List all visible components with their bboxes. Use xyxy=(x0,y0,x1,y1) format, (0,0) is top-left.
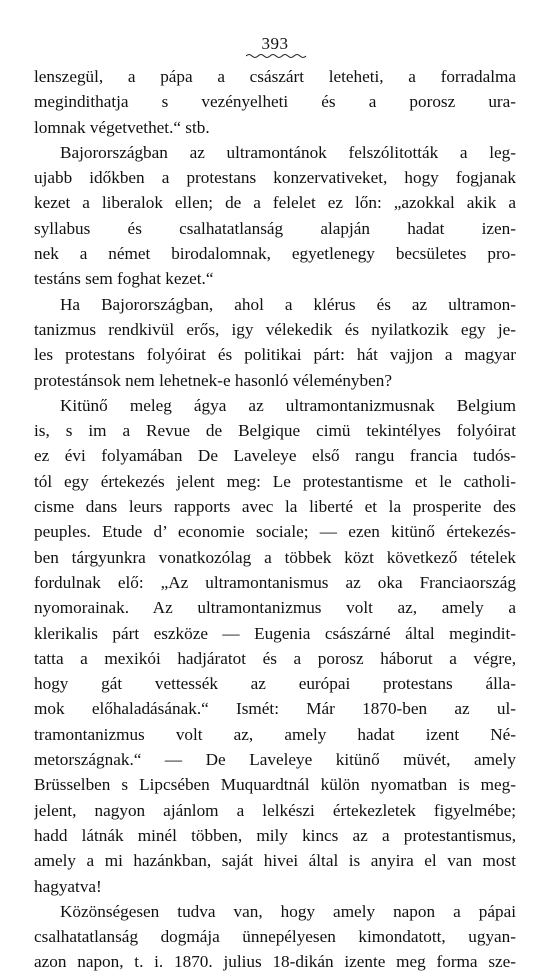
text-line: jelent, nagyon ajánlom a lelkészi értekezletek figyelmébe; xyxy=(34,800,516,820)
text-line: mok előhaladásának.“ Ismét: Már 1870-ben az ul- xyxy=(34,699,516,719)
body-text xyxy=(34,64,516,975)
text-line: lomnak végetvethet.“ stb. xyxy=(34,117,210,137)
text-line: amely a mi hazánkban, saját hivei által is anyira el van most xyxy=(34,851,516,871)
text-line: klerikalis párt eszköze — Eugenia császárné által megindit- xyxy=(34,623,516,643)
text-line: cisme dans leurs rapports avec la liberté et la prosperite des xyxy=(34,497,516,517)
text-line: hagyatva! xyxy=(34,876,102,896)
text-line: kezet a liberalok ellen; de a felelet ez lőn: „azokkal akik a xyxy=(34,193,516,213)
text-line: hadd látnák minél többen, mily kincs az a protestantismus, xyxy=(34,825,516,845)
text-line: Brüsselben s Lipcsében Muquardtnál külön nyomatban is meg- xyxy=(34,775,516,795)
text-line: ez évi folyamában De Laveleye első rangu francia tudós- xyxy=(34,446,516,466)
text-line: peuples. Etude d’ economie sociale; — ezen kitünő értekezés- xyxy=(34,522,516,542)
text-line: protestánsok nem lehetnek-e hasonló véleményben? xyxy=(34,370,392,390)
text-line: tanizmus rendkivül erős, igy vélekedik és nyilatkozik egy je- xyxy=(34,319,516,339)
text-line: ujabb időkben a protestans konzervativeket, hogy fogjanak xyxy=(34,168,516,188)
text-line: testáns sem foghat kezet.“ xyxy=(34,269,214,289)
text-line: syllabus és csalhatatlanság alapján hadat izen- xyxy=(34,218,516,238)
text-line: hogy gát vettessék az európai protestans álla- xyxy=(34,674,516,694)
text-line: Ha Bajorországban, ahol a klérus és az ultramon- xyxy=(60,294,516,314)
text-line: tatta a mexikói hadjáratot és a porosz háborut a végre, xyxy=(34,648,516,668)
text-line: Kitünő meleg ágya az ultramontanizmusnak Belgium xyxy=(60,395,516,415)
text-line: Bajorországban az ultramontánok felszólitották a leg- xyxy=(60,142,516,162)
text-line: csalhatatlanság dogmája ünnepélyesen kimondatott, ugyan- xyxy=(34,927,516,947)
page-number: 393 xyxy=(261,34,289,53)
text-line: fordulnak elő: „Az ultramontanismus az oka Franciaország xyxy=(34,572,516,592)
text-line: nek a német birodalomnak, egyetlenegy becsületes pro- xyxy=(34,244,516,264)
text-line: nyomorainak. Az ultramontanizmus volt az, amely a xyxy=(34,598,516,618)
text-line: les protestans folyóirat és politikai párt: hát vajjon a magyar xyxy=(34,345,516,365)
text-line: Közönségesen tudva van, hogy amely napon a pápai xyxy=(60,901,516,921)
ornament-rule xyxy=(246,52,308,60)
text-line: azon napon, t. i. 1870. julius 18-dikán izente meg forma sze- xyxy=(34,952,516,972)
text-line: tól egy értekezés jelent meg: Le protestantisme et le catholi- xyxy=(34,471,516,491)
text-line: tramontanizmus volt az, amely hadat izent Né- xyxy=(34,724,516,744)
text-line: lenszegül, a pápa a császárt leteheti, a forradalma xyxy=(34,67,516,86)
text-line: megindithatja s vezényelheti és a porosz ura- xyxy=(34,92,516,112)
text-line: ben tárgyunkra vonatkozólag a többek közt következő tételek xyxy=(34,547,516,567)
text-line: is, s im a Revue de Belgique cimü tekintélyes folyóirat xyxy=(34,421,516,441)
text-line: metországnak.“ — De Laveleye kitünő müvét, amely xyxy=(34,750,516,770)
